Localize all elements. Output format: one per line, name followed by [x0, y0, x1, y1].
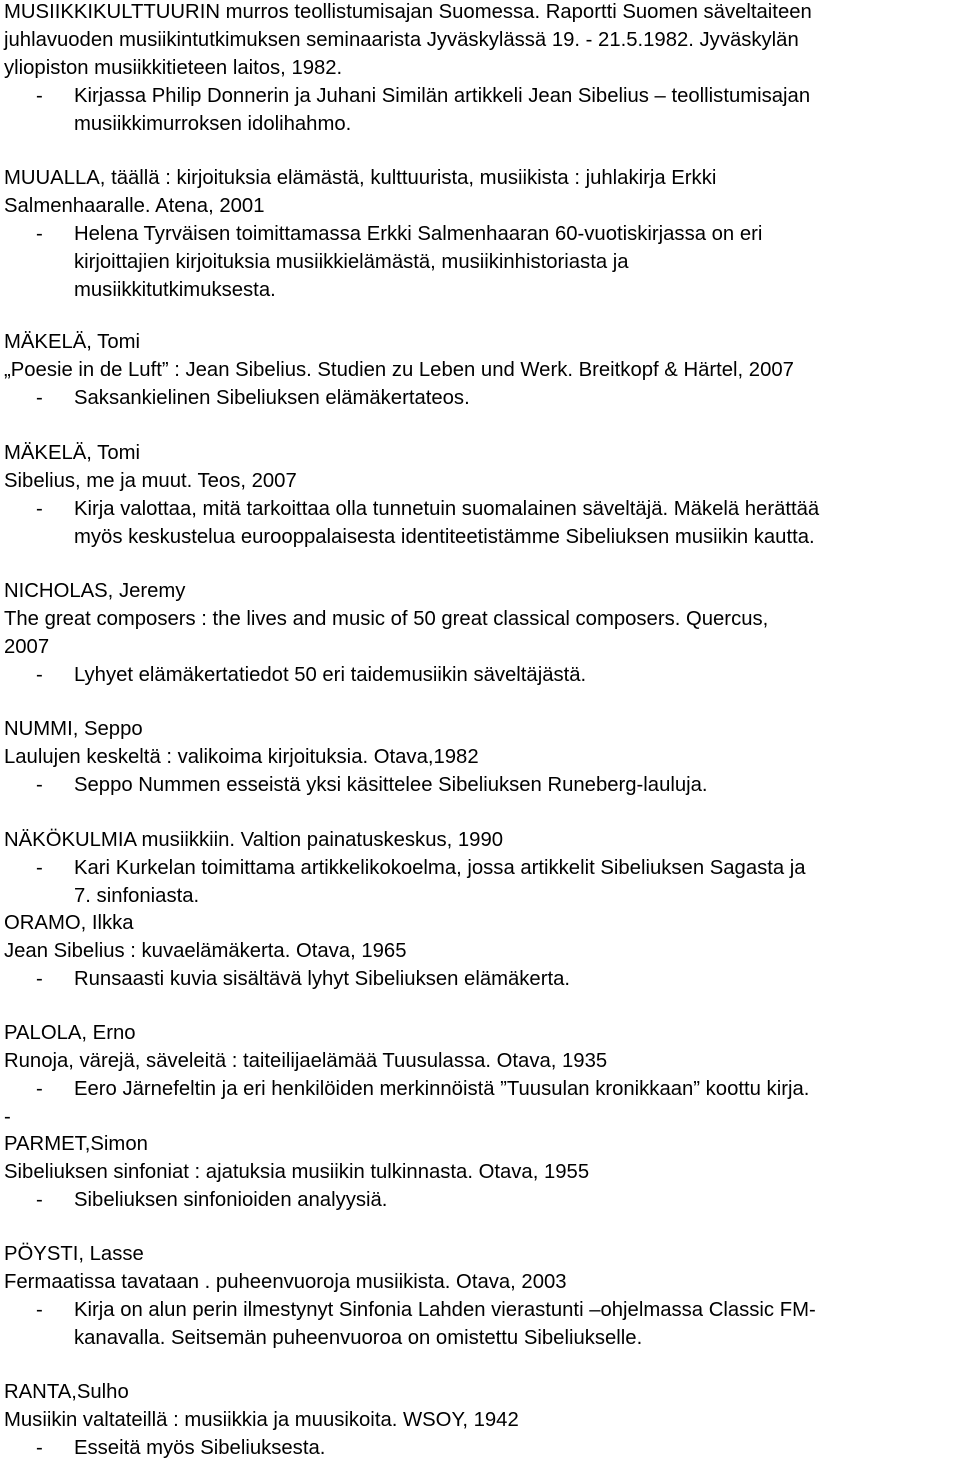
stray-dash: - — [4, 1106, 11, 1128]
list-dash: - — [36, 857, 43, 879]
entry-heading-line: NUMMI, Seppo — [4, 718, 143, 740]
entry-heading-line: RANTA,Sulho — [4, 1381, 129, 1403]
entry-heading-line: Jean Sibelius : kuvaelämäkerta. Otava, 1965 — [4, 940, 407, 962]
entry-heading-line: MUSIIKKIKULTTUURIN murros teollistumisajan Suomessa. Raportti Suomen säveltaiteen — [4, 1, 812, 23]
entry-heading-line: Musiikin valtateillä : musiikkia ja muusikoita. WSOY, 1942 — [4, 1409, 519, 1431]
list-dash: - — [36, 968, 43, 990]
entry-note-line: 7. sinfoniasta. — [74, 885, 200, 907]
entry-note-line: Kari Kurkelan toimittama artikkelikokoelma, jossa artikkelit Sibeliuksen Sagasta ja — [74, 857, 806, 879]
entry-note-line: Seppo Nummen esseistä yksi käsittelee Sibeliuksen Runeberg-lauluja. — [74, 774, 708, 796]
entry-heading-line: Sibelius, me ja muut. Teos, 2007 — [4, 470, 297, 492]
entry-note-line: Eero Järnefeltin ja eri henkilöiden merkinnöistä ”Tuusulan kronikkaan” koottu kirja. — [74, 1078, 810, 1100]
entry-note-line: kanavalla. Seitsemän puheenvuoroa on omistettu Sibeliukselle. — [74, 1327, 643, 1349]
entry-heading-line: Sibeliuksen sinfoniat : ajatuksia musiikin tulkinnasta. Otava, 1955 — [4, 1161, 590, 1183]
entry-note-line: Esseitä myös Sibeliuksesta. — [74, 1437, 326, 1459]
entry-heading-line: PALOLA, Erno — [4, 1022, 136, 1044]
entry-heading-line: MÄKELÄ, Tomi — [4, 331, 141, 353]
entry-note-line: Kirjassa Philip Donnerin ja Juhani Similän artikkeli Jean Sibelius – teollistumisajan — [74, 85, 811, 107]
entry-heading-line: yliopiston musiikkitieteen laitos, 1982. — [4, 57, 343, 79]
entry-heading-line: PÖYSTI, Lasse — [4, 1243, 144, 1265]
entry-heading-line: NÄKÖKULMIA musiikkiin. Valtion painatuskeskus, 1990 — [4, 829, 503, 851]
entry-note-line: Runsaasti kuvia sisältävä lyhyt Sibeliuksen elämäkerta. — [74, 968, 570, 990]
entry-heading-line: The great composers : the lives and music of 50 great classical composers. Quercus, — [4, 608, 769, 630]
entry-heading-line: 2007 — [4, 636, 50, 658]
entry-heading-line: MÄKELÄ, Tomi — [4, 442, 141, 464]
entry-note-line: myös keskustelua eurooppalaisesta identiteetistämme Sibeliuksen musiikin kautta. — [74, 526, 815, 548]
entry-heading-line: Fermaatissa tavataan . puheenvuoroja musiikista. Otava, 2003 — [4, 1271, 567, 1293]
entry-heading-line: Runoja, värejä, säveleitä : taiteilijaelämää Tuusulassa. Otava, 1935 — [4, 1050, 608, 1072]
entry-note-line: Helena Tyrväisen toimittamassa Erkki Salmenhaaran 60-vuotiskirjassa on eri — [74, 223, 763, 245]
entry-heading-line: „Poesie in de Luft” : Jean Sibelius. Studien zu Leben und Werk. Breitkopf & Härtel, 2007 — [4, 359, 794, 381]
list-dash: - — [36, 387, 43, 409]
entry-note-line: Kirja on alun perin ilmestynyt Sinfonia Lahden vierastunti –ohjelmassa Classic FM- — [74, 1299, 816, 1321]
entry-heading-line: Laulujen keskeltä : valikoima kirjoituksia. Otava,1982 — [4, 746, 479, 768]
entry-heading-line: NICHOLAS, Jeremy — [4, 580, 186, 602]
list-dash: - — [36, 1437, 43, 1459]
entry-note-line: musiikkitutkimuksesta. — [74, 279, 276, 301]
entry-heading-line: MUUALLA, täällä : kirjoituksia elämästä, kulttuurista, musiikista : juhlakirja Erkki — [4, 167, 717, 189]
list-dash: - — [36, 774, 43, 796]
list-dash: - — [36, 498, 43, 520]
list-dash: - — [36, 1299, 43, 1321]
list-dash: - — [36, 1078, 43, 1100]
entry-note-line: Sibeliuksen sinfonioiden analyysiä. — [74, 1189, 388, 1211]
entry-heading-line: juhlavuoden musiikintutkimuksen seminaarista Jyväskylässä 19. - 21.5.1982. Jyväskylän — [4, 29, 799, 51]
list-dash: - — [36, 664, 43, 686]
list-dash: - — [36, 223, 43, 245]
list-dash: - — [36, 85, 43, 107]
entry-heading-line: ORAMO, Ilkka — [4, 912, 134, 934]
entry-heading-line: Salmenhaaralle. Atena, 2001 — [4, 195, 265, 217]
entry-note-line: musiikkimurroksen idolihahmo. — [74, 113, 352, 135]
entry-note-line: Saksankielinen Sibeliuksen elämäkertateos. — [74, 387, 470, 409]
list-dash: - — [36, 1189, 43, 1211]
entry-note-line: kirjoittajien kirjoituksia musiikkielämästä, musiikinhistoriasta ja — [74, 251, 629, 273]
entry-note-line: Lyhyet elämäkertatiedot 50 eri taidemusiikin säveltäjästä. — [74, 664, 587, 686]
entry-note-line: Kirja valottaa, mitä tarkoittaa olla tunnetuin suomalainen säveltäjä. Mäkelä herättää — [74, 498, 820, 520]
entry-heading-line: PARMET,Simon — [4, 1133, 148, 1155]
